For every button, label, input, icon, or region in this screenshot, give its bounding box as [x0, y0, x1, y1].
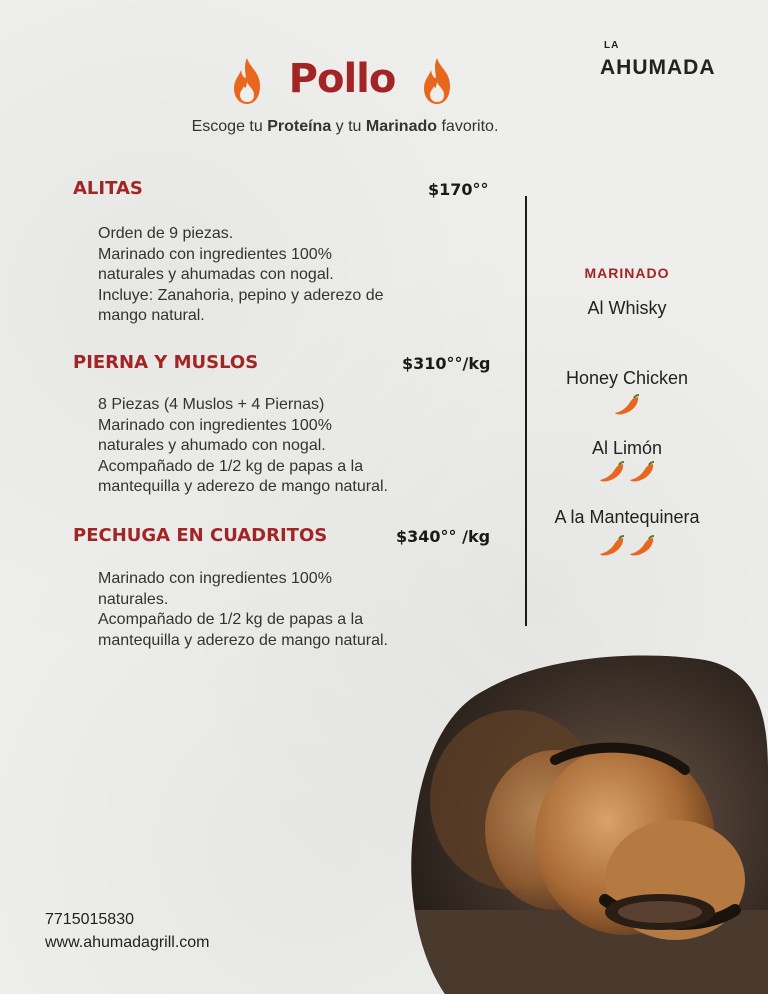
item-name-pechuga: PECHUGA EN CUADRITOS	[73, 525, 328, 546]
contact-phone: 7715015830	[45, 911, 134, 928]
spice-level	[527, 461, 727, 485]
contact-website[interactable]: www.ahumadagrill.com	[45, 934, 210, 951]
page-title: Pollo	[288, 56, 396, 102]
brand-logo	[596, 40, 726, 82]
marinado-heading: MARINADO	[584, 265, 670, 281]
subtitle-text: y tu	[331, 118, 366, 135]
subtitle-marinade: Marinado	[365, 118, 438, 135]
marinado-option: Al Whisky	[587, 298, 667, 318]
item-name-alitas: ALITAS	[73, 178, 143, 199]
item-price-pechuga: $340°° /kg	[396, 527, 491, 546]
chili-pepper-icon	[627, 535, 657, 557]
marinado-option: Al Limón	[591, 438, 663, 458]
chili-pepper-icon	[597, 535, 627, 557]
subtitle-text: favorito.	[437, 118, 499, 135]
flame-icon	[420, 56, 454, 106]
logo-small-text: LA	[604, 40, 620, 51]
spice-level	[527, 394, 727, 418]
item-price-alitas: $170°°	[428, 180, 489, 199]
logo-main-text: AHUMADA	[600, 56, 716, 79]
item-name-pierna-muslos: PIERNA Y MUSLOS	[73, 352, 259, 373]
item-description-pechuga: Marinado con ingredientes 100% naturales. Acompañado de 1/2 kg de papas a la mantequilla y aderezo de mango natural.	[98, 570, 388, 649]
item-description-pierna-muslos: 8 Piezas (4 Muslos + 4 Piernas) Marinado con ingredientes 100% naturales y ahumado con nogal. Acompañado de 1/2 kg de papas a la mantequilla y aderezo de mango natural.	[98, 396, 388, 495]
marinado-option: Honey Chicken	[565, 368, 689, 388]
item-description-alitas: Orden de 9 piezas. Marinado con ingredientes 100% naturales y ahumadas con nogal. Incluye: Zanahoria, pepino y aderezo de mango natural.	[98, 225, 384, 324]
subtitle-protein: Proteína	[267, 118, 332, 135]
marinado-option: A la Mantequinera	[554, 507, 700, 527]
spice-level	[527, 535, 727, 559]
subtitle-text: Escoge tu	[191, 118, 268, 135]
chili-pepper-icon	[612, 394, 642, 416]
title-block	[230, 54, 454, 110]
subtitle	[0, 118, 690, 136]
chicken-skewer-photo	[405, 650, 768, 994]
item-price-pierna-muslos: $310°°/kg	[402, 354, 491, 373]
chili-pepper-icon	[597, 461, 627, 483]
chili-pepper-icon	[627, 461, 657, 483]
